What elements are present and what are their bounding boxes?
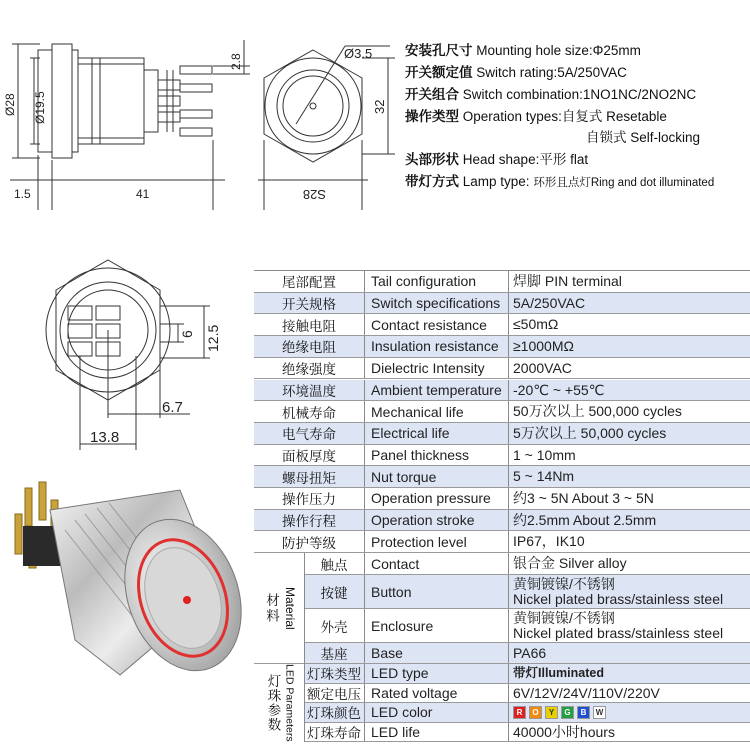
- row-label-en: Switch specifications: [364, 293, 508, 314]
- spec-optype: [405, 110, 667, 124]
- material-group-label: [254, 553, 304, 664]
- spec-optype-en: Operation types:自复式 Resetable: [462, 109, 667, 124]
- dim-3-5: Ø3.5: [344, 46, 373, 61]
- spec-lamp-cn: 带灯方式: [405, 174, 459, 189]
- row-label-en: Insulation resistance: [364, 336, 508, 357]
- row-label-en: Protection level: [364, 531, 508, 552]
- led-label-cn: 额定电压: [307, 686, 361, 702]
- material-label-cn: 基座: [320, 647, 348, 663]
- side-view-drawing: [0, 0, 400, 215]
- dim-41: 41: [136, 187, 150, 201]
- row-label-cn: 螺母扭矩: [282, 470, 336, 486]
- spec-combination-cn: 开关组合: [405, 87, 459, 102]
- material-group-cn: 材料: [264, 592, 279, 624]
- material-value: [508, 643, 750, 663]
- dim-13-8: 13.8: [90, 429, 120, 446]
- row-value: 5A/250VAC: [508, 293, 750, 314]
- row-label-cn: 防护等级: [282, 535, 336, 551]
- dim-6-7: 6.7: [162, 399, 183, 416]
- table-row: [254, 510, 750, 532]
- spec-combination-en: Switch combination:1NO1NC/2NO2NC: [462, 87, 697, 102]
- material-row: [304, 575, 750, 609]
- material-row: [304, 553, 750, 575]
- led-color-swatch: G: [561, 706, 574, 719]
- row-label-en: Nut torque: [364, 466, 508, 487]
- led-group-cn: 灯珠参数: [265, 674, 281, 733]
- spec-table: [254, 270, 750, 741]
- spec-head: [405, 153, 588, 167]
- row-label-en: Panel thickness: [364, 445, 508, 466]
- material-value-line2: Nickel plated brass/stainless steel: [513, 590, 724, 607]
- led-label-cn: 灯珠寿命: [307, 725, 361, 741]
- led-color-swatch: R: [513, 706, 526, 719]
- dim-28: Ø28: [3, 93, 17, 116]
- table-row: [254, 466, 750, 488]
- table-row: [254, 488, 750, 510]
- table-row: [254, 271, 750, 293]
- led-row: [304, 723, 750, 743]
- led-group-label: [254, 664, 304, 742]
- material-group-en: Material: [283, 586, 297, 630]
- row-label-cn: 电气寿命: [282, 427, 336, 443]
- row-label-cn: 开关规格: [282, 297, 336, 313]
- table-row: [254, 314, 750, 336]
- material-value-line1: 黄铜镀镍/不锈钢: [513, 609, 615, 626]
- led-value: 6V/12V/24V/110V/220V: [508, 684, 750, 703]
- row-label-en: Contact resistance: [364, 314, 508, 335]
- dim-s28: S28: [302, 187, 326, 202]
- material-value: [508, 609, 750, 642]
- row-label-cn: 操作行程: [282, 514, 336, 530]
- spec-rating-cn: 开关额定值: [405, 65, 473, 80]
- rear-view-drawing: [0, 240, 250, 460]
- led-label-en: LED type: [364, 664, 508, 683]
- led-color-swatch: B: [577, 706, 590, 719]
- row-label-en: Ambient temperature: [364, 380, 508, 401]
- material-value-line1: 黄铜镀镍/不锈钢: [513, 575, 615, 592]
- led-label-en: LED color: [364, 703, 508, 722]
- material-label-en: Enclosure: [364, 609, 508, 642]
- material-label-en: Base: [364, 643, 508, 663]
- dim-32: 32: [372, 99, 387, 114]
- spec-head-en: Head shape:平形 flat: [462, 152, 589, 167]
- row-label-en: Operation pressure: [364, 488, 508, 509]
- dim-12-5: 12.5: [205, 324, 221, 352]
- table-row: [254, 336, 750, 358]
- led-row: [304, 684, 750, 704]
- led-row: [304, 703, 750, 723]
- spec-mounting: [405, 44, 641, 58]
- led-color-swatch: W: [593, 706, 606, 719]
- row-label-cn: 操作压力: [282, 492, 336, 508]
- row-label-en: Tail configuration: [364, 271, 508, 292]
- material-label-cn: 触点: [320, 557, 348, 573]
- row-value: 1 ~ 10mm: [508, 445, 750, 466]
- row-value: ≤50mΩ: [508, 314, 750, 335]
- material-value-line2: Nickel plated brass/stainless steel: [513, 624, 724, 641]
- material-row: [304, 643, 750, 664]
- led-color-swatch: Y: [545, 706, 558, 719]
- spec-optype-cn: 操作类型: [405, 109, 459, 124]
- spec-optype-2: 自锁式 Self-locking: [586, 130, 701, 145]
- row-label-cn: 面板厚度: [282, 448, 336, 464]
- row-value: 焊脚 PIN terminal: [508, 271, 750, 292]
- row-value: 约3 ~ 5N About 3 ~ 5N: [508, 488, 750, 509]
- dim-19-5: Ø19.5: [33, 91, 47, 124]
- table-row: [254, 293, 750, 315]
- table-row: [254, 401, 750, 423]
- led-label-cn: 灯珠类型: [307, 667, 361, 683]
- row-label-cn: 尾部配置: [282, 275, 336, 291]
- table-row: [254, 380, 750, 402]
- material-value-line1: PA66: [513, 644, 547, 661]
- dim-6: 6: [179, 330, 195, 338]
- spec-lamp-extra: 环形且点灯Ring and dot illuminated: [533, 177, 715, 189]
- material-label-cn: 按键: [320, 585, 348, 601]
- material-value-line1: 银合金 Silver alloy: [513, 555, 627, 572]
- row-value: 约2.5mm About 2.5mm: [508, 510, 750, 531]
- led-value: 40000小时hours: [508, 723, 750, 742]
- led-color-swatches: [508, 703, 750, 722]
- table-row: [254, 358, 750, 380]
- table-row: [254, 531, 750, 553]
- table-row: [254, 445, 750, 467]
- row-value: 5 ~ 14Nm: [508, 466, 750, 487]
- row-label-en: Operation stroke: [364, 510, 508, 531]
- material-row: [304, 609, 750, 643]
- led-label-en: Rated voltage: [364, 684, 508, 703]
- row-label-cn: 机械寿命: [282, 405, 336, 421]
- led-group-en: LED Parameters: [283, 664, 296, 742]
- dim-2-8: 2.8: [229, 53, 243, 70]
- spec-lamp: [405, 175, 714, 190]
- spec-rating: [405, 66, 627, 80]
- row-label-cn: 绝缘强度: [282, 362, 336, 378]
- spec-head-cn: 头部形状: [405, 152, 459, 167]
- row-value: IP67，IK10: [508, 531, 750, 552]
- material-value: [508, 575, 750, 608]
- material-value: [508, 553, 750, 574]
- row-label-en: Mechanical life: [364, 401, 508, 422]
- row-label-cn: 绝缘电阻: [282, 340, 336, 356]
- table-row: [254, 423, 750, 445]
- row-label-en: Dielectric Intensity: [364, 358, 508, 379]
- led-label-cn: 灯珠颜色: [307, 706, 361, 722]
- row-value: 2000VAC: [508, 358, 750, 379]
- led-value: 带灯Illuminated: [508, 664, 750, 683]
- dim-1-5: 1.5: [14, 187, 31, 201]
- spec-lamp-en: Lamp type:: [462, 174, 530, 189]
- material-label-en: Button: [364, 575, 508, 608]
- row-value: 5万次以上 50,000 cycles: [508, 423, 750, 444]
- spec-mounting-cn: 安装孔尺寸: [405, 43, 473, 58]
- spec-mounting-en: Mounting hole size:Φ25mm: [476, 43, 641, 58]
- row-label-cn: 环境温度: [282, 383, 336, 399]
- led-row: [304, 664, 750, 684]
- material-label-cn: 外壳: [320, 619, 348, 635]
- spec-rating-en: Switch rating:5A/250VAC: [476, 65, 627, 80]
- spec-combination: [405, 88, 696, 102]
- material-label-en: Contact: [364, 553, 508, 574]
- led-color-swatch: O: [529, 706, 542, 719]
- row-value: ≥1000MΩ: [508, 336, 750, 357]
- row-label-en: Electrical life: [364, 423, 508, 444]
- row-label-cn: 接触电阻: [282, 318, 336, 334]
- row-value: -20℃ ~ +55℃: [508, 380, 750, 401]
- led-label-en: LED life: [364, 723, 508, 742]
- group-divider: [304, 553, 305, 742]
- row-value: 50万次以上 500,000 cycles: [508, 401, 750, 422]
- product-photo: [5, 470, 250, 695]
